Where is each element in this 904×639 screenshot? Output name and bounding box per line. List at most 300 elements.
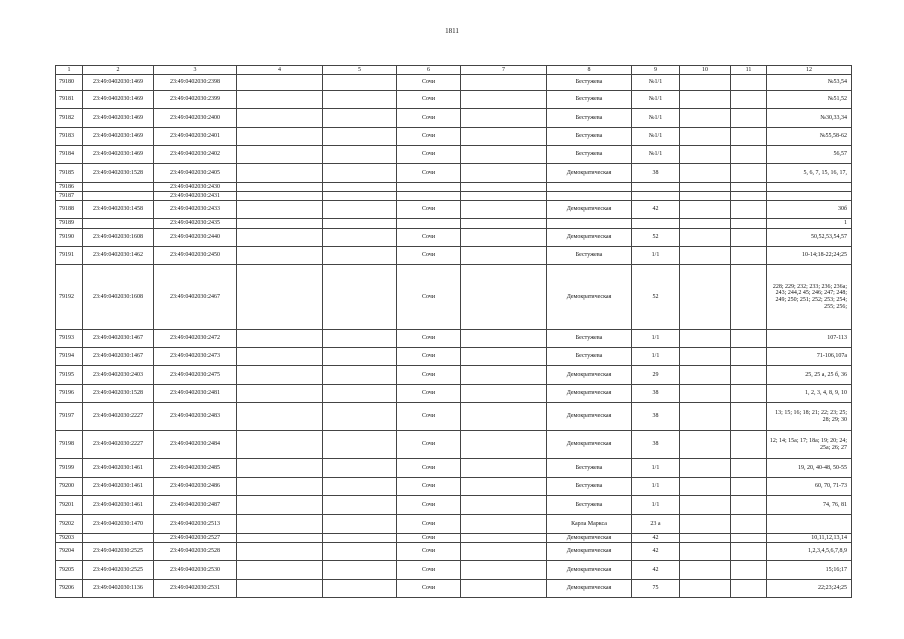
cell-col-8: Демократическая: [547, 385, 632, 403]
cell-col-3: 23:49:0402030:2472: [154, 330, 237, 348]
cell-col-9: 1/1: [632, 348, 680, 366]
column-header-2: 2: [83, 66, 154, 75]
cell-col-3: 23:49:0402030:2513: [154, 515, 237, 534]
cell-col-4: [237, 146, 323, 164]
cell-col-10: [680, 580, 731, 598]
table-row: [56, 183, 852, 192]
cell-col-8: Демократическая: [547, 366, 632, 385]
cell-col-7: [461, 515, 547, 534]
cell-col-3: 23:49:0402030:2400: [154, 109, 237, 128]
cell-col-11: [731, 403, 767, 431]
table-row: [56, 366, 852, 385]
cell-col-11: [731, 348, 767, 366]
cell-col-11: [731, 534, 767, 543]
cell-col-10: [680, 164, 731, 183]
cell-col-10: [680, 91, 731, 109]
cell-col-10: [680, 543, 731, 561]
cell-col-2: 23:49:0402030:1608: [83, 265, 154, 330]
cell-col-4: [237, 192, 323, 201]
cell-col-2: 23:49:0402030:1528: [83, 164, 154, 183]
cell-col-2: 23:49:0402030:1467: [83, 348, 154, 366]
cell-col-5: [323, 75, 397, 91]
cell-col-4: [237, 128, 323, 146]
cell-col-3: 23:49:0402030:2430: [154, 183, 237, 192]
cell-col-9: 52: [632, 229, 680, 247]
cell-col-1: 79206: [56, 580, 83, 598]
registry-table: [55, 65, 852, 598]
cell-col-10: [680, 201, 731, 219]
cell-col-6: Сочи: [397, 128, 461, 146]
table-body: [56, 75, 852, 598]
cell-col-1: 79197: [56, 403, 83, 431]
cell-col-7: [461, 164, 547, 183]
cell-col-4: [237, 91, 323, 109]
cell-col-7: [461, 201, 547, 219]
cell-col-9: 42: [632, 561, 680, 580]
cell-col-3: 23:49:0402030:2450: [154, 247, 237, 265]
cell-col-7: [461, 128, 547, 146]
cell-col-12: 19, 20, 40-48, 50-55: [767, 459, 852, 478]
table-row: [56, 459, 852, 478]
cell-col-8: Бестужева: [547, 146, 632, 164]
cell-col-6: Сочи: [397, 580, 461, 598]
cell-col-3: 23:49:0402030:2398: [154, 75, 237, 91]
cell-col-6: Сочи: [397, 348, 461, 366]
cell-col-9: 38: [632, 385, 680, 403]
column-header-4: 4: [237, 66, 323, 75]
table-row: [56, 75, 852, 91]
cell-col-2: [83, 192, 154, 201]
cell-col-2: 23:49:0402030:1136: [83, 580, 154, 598]
cell-col-3: 23:49:0402030:2531: [154, 580, 237, 598]
cell-col-9: 1/1: [632, 496, 680, 515]
table-row: [56, 247, 852, 265]
cell-col-12: 1, 2, 3, 4, 8, 9, 10: [767, 385, 852, 403]
cell-col-8: Бестужева: [547, 459, 632, 478]
cell-col-6: Сочи: [397, 146, 461, 164]
cell-col-4: [237, 478, 323, 496]
cell-col-11: [731, 128, 767, 146]
cell-col-4: [237, 219, 323, 229]
cell-col-7: [461, 403, 547, 431]
cell-col-3: 23:49:0402030:2528: [154, 543, 237, 561]
cell-col-4: [237, 385, 323, 403]
cell-col-5: [323, 478, 397, 496]
cell-col-7: [461, 265, 547, 330]
cell-col-1: 79193: [56, 330, 83, 348]
cell-col-6: Сочи: [397, 366, 461, 385]
cell-col-5: [323, 543, 397, 561]
cell-col-1: 79194: [56, 348, 83, 366]
cell-col-2: 23:49:0402030:1467: [83, 330, 154, 348]
cell-col-12: 1: [767, 219, 852, 229]
cell-col-8: [547, 183, 632, 192]
cell-col-4: [237, 265, 323, 330]
cell-col-3: 23:49:0402030:2484: [154, 431, 237, 459]
cell-col-9: №1/1: [632, 75, 680, 91]
cell-col-11: [731, 75, 767, 91]
cell-col-8: Бестужева: [547, 109, 632, 128]
cell-col-1: 79185: [56, 164, 83, 183]
cell-col-2: [83, 534, 154, 543]
cell-col-11: [731, 183, 767, 192]
cell-col-6: Сочи: [397, 229, 461, 247]
cell-col-8: Демократическая: [547, 164, 632, 183]
cell-col-1: 79199: [56, 459, 83, 478]
cell-col-9: №1/1: [632, 146, 680, 164]
cell-col-11: [731, 146, 767, 164]
cell-col-1: 79203: [56, 534, 83, 543]
cell-col-8: Бестужева: [547, 247, 632, 265]
table-row: [56, 330, 852, 348]
cell-col-8: Бестужева: [547, 348, 632, 366]
cell-col-9: 29: [632, 366, 680, 385]
cell-col-7: [461, 229, 547, 247]
cell-col-12: 5, 6, 7, 15, 16, 17,: [767, 164, 852, 183]
cell-col-5: [323, 192, 397, 201]
cell-col-1: 79191: [56, 247, 83, 265]
cell-col-10: [680, 459, 731, 478]
cell-col-12: 25, 25 а, 25 б, 36: [767, 366, 852, 385]
cell-col-3: 23:49:0402030:2486: [154, 478, 237, 496]
cell-col-1: 79202: [56, 515, 83, 534]
cell-col-7: [461, 366, 547, 385]
cell-col-10: [680, 330, 731, 348]
cell-col-10: [680, 247, 731, 265]
cell-col-2: 23:49:0402030:1458: [83, 201, 154, 219]
cell-col-4: [237, 201, 323, 219]
cell-col-4: [237, 515, 323, 534]
cell-col-7: [461, 219, 547, 229]
cell-col-5: [323, 219, 397, 229]
cell-col-2: 23:49:0402030:2525: [83, 543, 154, 561]
cell-col-4: [237, 403, 323, 431]
cell-col-11: [731, 496, 767, 515]
cell-col-11: [731, 192, 767, 201]
table-row: [56, 192, 852, 201]
cell-col-2: 23:49:0402030:2227: [83, 431, 154, 459]
cell-col-5: [323, 164, 397, 183]
cell-col-3: 23:49:0402030:2530: [154, 561, 237, 580]
cell-col-6: Сочи: [397, 431, 461, 459]
cell-col-6: Сочи: [397, 247, 461, 265]
cell-col-6: Сочи: [397, 75, 461, 91]
cell-col-1: 79183: [56, 128, 83, 146]
cell-col-2: 23:49:0402030:1469: [83, 91, 154, 109]
cell-col-7: [461, 580, 547, 598]
column-header-11: 11: [731, 66, 767, 75]
cell-col-6: Сочи: [397, 403, 461, 431]
cell-col-11: [731, 543, 767, 561]
cell-col-11: [731, 201, 767, 219]
cell-col-2: 23:49:0402030:2227: [83, 403, 154, 431]
cell-col-12: №55,58-62: [767, 128, 852, 146]
cell-col-8: Демократическая: [547, 201, 632, 219]
cell-col-5: [323, 229, 397, 247]
cell-col-2: 23:49:0402030:1462: [83, 247, 154, 265]
cell-col-2: 23:49:0402030:2403: [83, 366, 154, 385]
cell-col-1: 79192: [56, 265, 83, 330]
cell-col-4: [237, 183, 323, 192]
cell-col-7: [461, 478, 547, 496]
cell-col-5: [323, 580, 397, 598]
cell-col-3: 23:49:0402030:2527: [154, 534, 237, 543]
cell-col-5: [323, 561, 397, 580]
cell-col-12: 1,2,3,4,5,6,7,8,9: [767, 543, 852, 561]
cell-col-12: 107-113: [767, 330, 852, 348]
column-header-7: 7: [461, 66, 547, 75]
cell-col-7: [461, 348, 547, 366]
cell-col-9: [632, 219, 680, 229]
cell-col-1: 79180: [56, 75, 83, 91]
cell-col-1: 79182: [56, 109, 83, 128]
cell-col-8: Демократическая: [547, 543, 632, 561]
cell-col-8: Карла Маркса: [547, 515, 632, 534]
table-row: [56, 229, 852, 247]
column-header-12: 12: [767, 66, 852, 75]
cell-col-3: 23:49:0402030:2401: [154, 128, 237, 146]
table-row: [56, 515, 852, 534]
cell-col-6: Сочи: [397, 164, 461, 183]
cell-col-12: №51,52: [767, 91, 852, 109]
page-number: 1811: [445, 27, 459, 35]
cell-col-6: Сочи: [397, 478, 461, 496]
cell-col-9: 1/1: [632, 459, 680, 478]
cell-col-8: Бестужева: [547, 330, 632, 348]
cell-col-12: 74, 76, 81: [767, 496, 852, 515]
cell-col-4: [237, 348, 323, 366]
cell-col-7: [461, 330, 547, 348]
cell-col-12: 13; 15; 16; 18; 21; 22; 23; 25; 28; 29; 30: [767, 403, 852, 431]
cell-col-11: [731, 330, 767, 348]
table-row: [56, 561, 852, 580]
cell-col-10: [680, 431, 731, 459]
cell-col-12: 22;23;24;25: [767, 580, 852, 598]
cell-col-11: [731, 580, 767, 598]
cell-col-12: 228; 229; 232; 233; 236; 236а; 243; 244,2 45; 246; 247; 248; 249; 250; 251; 252; 253; 254; 255; 256;: [767, 265, 852, 330]
cell-col-4: [237, 366, 323, 385]
cell-col-5: [323, 431, 397, 459]
cell-col-1: 79188: [56, 201, 83, 219]
cell-col-8: Демократическая: [547, 431, 632, 459]
cell-col-2: 23:49:0402030:1469: [83, 146, 154, 164]
cell-col-4: [237, 534, 323, 543]
cell-col-10: [680, 561, 731, 580]
cell-col-5: [323, 128, 397, 146]
cell-col-9: 1/1: [632, 330, 680, 348]
cell-col-5: [323, 534, 397, 543]
cell-col-3: 23:49:0402030:2405: [154, 164, 237, 183]
cell-col-12: 30б: [767, 201, 852, 219]
cell-col-11: [731, 265, 767, 330]
cell-col-2: 23:49:0402030:1608: [83, 229, 154, 247]
table-row: [56, 478, 852, 496]
cell-col-1: 79201: [56, 496, 83, 515]
cell-col-8: Демократическая: [547, 580, 632, 598]
cell-col-10: [680, 229, 731, 247]
cell-col-10: [680, 403, 731, 431]
column-header-5: 5: [323, 66, 397, 75]
cell-col-11: [731, 91, 767, 109]
cell-col-7: [461, 561, 547, 580]
cell-col-3: 23:49:0402030:2467: [154, 265, 237, 330]
table-row: [56, 219, 852, 229]
cell-col-6: Сочи: [397, 543, 461, 561]
cell-col-5: [323, 403, 397, 431]
cell-col-8: Бестужева: [547, 75, 632, 91]
cell-col-9: [632, 192, 680, 201]
cell-col-11: [731, 385, 767, 403]
cell-col-1: 79196: [56, 385, 83, 403]
table-row: [56, 109, 852, 128]
cell-col-6: Сочи: [397, 515, 461, 534]
table-row: [56, 164, 852, 183]
cell-col-5: [323, 146, 397, 164]
cell-col-6: Сочи: [397, 109, 461, 128]
cell-col-5: [323, 515, 397, 534]
cell-col-10: [680, 265, 731, 330]
cell-col-2: [83, 183, 154, 192]
cell-col-10: [680, 192, 731, 201]
cell-col-8: Бестужева: [547, 128, 632, 146]
table-row: [56, 580, 852, 598]
cell-col-10: [680, 478, 731, 496]
cell-col-7: [461, 75, 547, 91]
cell-col-2: 23:49:0402030:1528: [83, 385, 154, 403]
cell-col-7: [461, 91, 547, 109]
cell-col-4: [237, 247, 323, 265]
cell-col-12: 71-106,107а: [767, 348, 852, 366]
cell-col-7: [461, 385, 547, 403]
cell-col-11: [731, 109, 767, 128]
table-row: [56, 348, 852, 366]
cell-col-11: [731, 219, 767, 229]
cell-col-9: 75: [632, 580, 680, 598]
cell-col-9: 42: [632, 534, 680, 543]
cell-col-1: 79187: [56, 192, 83, 201]
cell-col-5: [323, 265, 397, 330]
cell-col-9: 38: [632, 403, 680, 431]
cell-col-12: 12; 14; 15а; 17; 18а; 19; 20; 24; 25а; 26; 27: [767, 431, 852, 459]
cell-col-8: [547, 192, 632, 201]
cell-col-7: [461, 534, 547, 543]
cell-col-7: [461, 192, 547, 201]
cell-col-12: 15;16;17: [767, 561, 852, 580]
cell-col-2: 23:49:0402030:1469: [83, 75, 154, 91]
cell-col-11: [731, 366, 767, 385]
table-row: [56, 385, 852, 403]
cell-col-5: [323, 91, 397, 109]
cell-col-10: [680, 146, 731, 164]
cell-col-5: [323, 183, 397, 192]
cell-col-3: 23:49:0402030:2435: [154, 219, 237, 229]
cell-col-3: 23:49:0402030:2440: [154, 229, 237, 247]
cell-col-5: [323, 247, 397, 265]
cell-col-6: Сочи: [397, 534, 461, 543]
cell-col-3: 23:49:0402030:2485: [154, 459, 237, 478]
table-row: [56, 201, 852, 219]
cell-col-4: [237, 75, 323, 91]
cell-col-9: №1/1: [632, 109, 680, 128]
cell-col-9: 42: [632, 543, 680, 561]
cell-col-8: Демократическая: [547, 265, 632, 330]
cell-col-1: 79195: [56, 366, 83, 385]
column-header-9: 9: [632, 66, 680, 75]
cell-col-8: Бестужева: [547, 478, 632, 496]
cell-col-5: [323, 201, 397, 219]
cell-col-3: 23:49:0402030:2433: [154, 201, 237, 219]
cell-col-11: [731, 229, 767, 247]
table-row: [56, 128, 852, 146]
cell-col-6: Сочи: [397, 496, 461, 515]
cell-col-11: [731, 431, 767, 459]
cell-col-3: 23:49:0402030:2473: [154, 348, 237, 366]
cell-col-11: [731, 247, 767, 265]
cell-col-3: 23:49:0402030:2487: [154, 496, 237, 515]
cell-col-10: [680, 385, 731, 403]
cell-col-11: [731, 515, 767, 534]
column-header-3: 3: [154, 66, 237, 75]
cell-col-12: 50,52,53,54,57: [767, 229, 852, 247]
cell-col-8: Демократическая: [547, 561, 632, 580]
cell-col-5: [323, 348, 397, 366]
cell-col-12: 10,11,12,13,14: [767, 534, 852, 543]
cell-col-1: 79198: [56, 431, 83, 459]
cell-col-9: 1/1: [632, 247, 680, 265]
cell-col-6: Сочи: [397, 561, 461, 580]
cell-col-2: 23:49:0402030:1461: [83, 459, 154, 478]
cell-col-2: 23:49:0402030:2525: [83, 561, 154, 580]
cell-col-3: 23:49:0402030:2481: [154, 385, 237, 403]
cell-col-9: №1/1: [632, 128, 680, 146]
cell-col-6: Сочи: [397, 201, 461, 219]
table-row: [56, 403, 852, 431]
cell-col-2: 23:49:0402030:1461: [83, 478, 154, 496]
cell-col-4: [237, 431, 323, 459]
cell-col-6: Сочи: [397, 385, 461, 403]
cell-col-4: [237, 580, 323, 598]
cell-col-12: №30,33,34: [767, 109, 852, 128]
table-row: [56, 543, 852, 561]
cell-col-8: Демократическая: [547, 534, 632, 543]
cell-col-8: Бестужева: [547, 496, 632, 515]
cell-col-12: 56,57: [767, 146, 852, 164]
cell-col-12: [767, 515, 852, 534]
cell-col-7: [461, 543, 547, 561]
cell-col-7: [461, 459, 547, 478]
column-header-8: 8: [547, 66, 632, 75]
cell-col-12: [767, 192, 852, 201]
cell-col-10: [680, 109, 731, 128]
cell-col-3: 23:49:0402030:2475: [154, 366, 237, 385]
table-row: [56, 496, 852, 515]
cell-col-7: [461, 431, 547, 459]
cell-col-2: 23:49:0402030:1469: [83, 128, 154, 146]
cell-col-10: [680, 75, 731, 91]
cell-col-7: [461, 247, 547, 265]
cell-col-10: [680, 496, 731, 515]
cell-col-2: 23:49:0402030:1461: [83, 496, 154, 515]
cell-col-4: [237, 164, 323, 183]
cell-col-7: [461, 109, 547, 128]
column-header-1: 1: [56, 66, 83, 75]
cell-col-4: [237, 543, 323, 561]
cell-col-5: [323, 366, 397, 385]
cell-col-6: [397, 192, 461, 201]
cell-col-5: [323, 330, 397, 348]
cell-col-4: [237, 229, 323, 247]
cell-col-9: 23 а: [632, 515, 680, 534]
